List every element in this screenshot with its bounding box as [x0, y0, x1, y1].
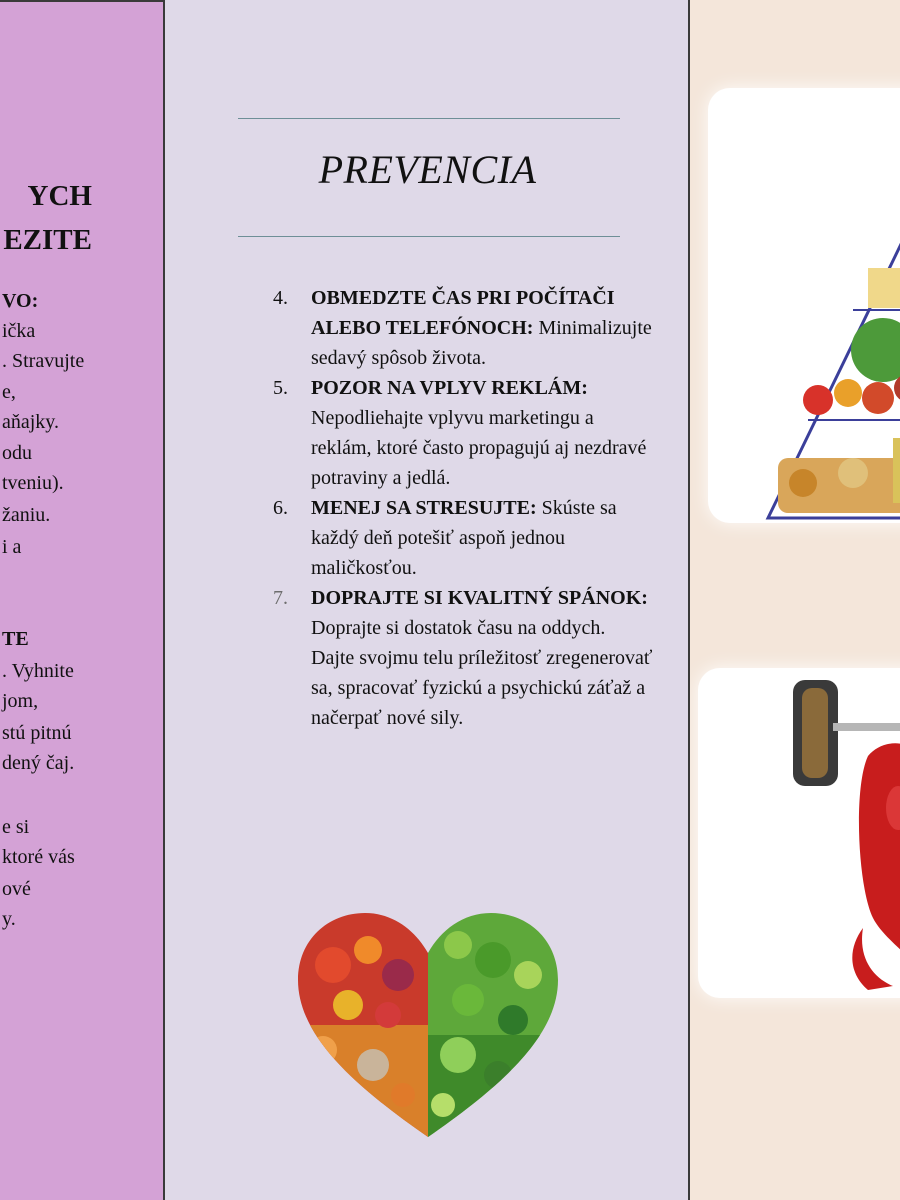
- left-text-line: y.: [2, 908, 16, 930]
- list-item: [273, 493, 653, 583]
- list-item-heading: OBMEDZTE ČAS PRI POČÍTAČI ALEBO TELEFÓNOCH:: [311, 287, 615, 339]
- left-text-line: tveniu).: [2, 472, 64, 494]
- list-item-heading: POZOR NA VPLYV REKLÁM:: [311, 377, 588, 399]
- left-text-line: TE: [2, 628, 29, 650]
- left-text-line: e,: [2, 381, 16, 403]
- left-heading-line-2: EZITE: [3, 224, 92, 256]
- title-rule-top: [238, 118, 620, 119]
- right-panel: [690, 0, 900, 1200]
- heart-barbell-image: [698, 668, 900, 998]
- left-text-line: . Vyhnite: [2, 660, 74, 682]
- left-text-line: . Stravujte: [2, 350, 85, 372]
- left-text-line: dený čaj.: [2, 752, 75, 774]
- left-text-line: aňajky.: [2, 411, 60, 433]
- list-item: [273, 283, 653, 373]
- left-text-line: jom,: [2, 690, 39, 712]
- list-item-text: Skúste sa každý deň potešiť aspoň jednou maličkosťou.: [311, 497, 617, 579]
- left-text-line: ktoré vás: [2, 846, 75, 868]
- list-item-text: Doprajte si dostatok času na oddych. Dajte svojmu telu príležitosť zregenerovať sa, spracovať fyzickú a psychickú záťaž a načerpať nové sily.: [311, 617, 653, 729]
- prevention-panel: [165, 0, 690, 1200]
- list-item-number: 5.: [273, 377, 288, 399]
- list-item-number: 6.: [273, 497, 288, 519]
- left-text-line: odu: [2, 442, 32, 464]
- heart-barbell-card: [698, 668, 900, 998]
- list-item-number: 7.: [273, 587, 288, 609]
- list-item: [273, 373, 653, 493]
- left-text-line: i a: [2, 536, 22, 558]
- left-panel: [0, 0, 165, 1200]
- left-text-line: stú pitnú: [2, 722, 72, 744]
- list-item-heading: DOPRAJTE SI KVALITNÝ SPÁNOK:: [311, 587, 648, 609]
- food-pyramid-card: [708, 88, 900, 523]
- list-item-text: Nepodliehajte vplyvu marketingu a reklám, ktoré často propagujú aj nezdravé potraviny a jedlá.: [311, 407, 647, 489]
- title-rule-bottom: [238, 236, 620, 237]
- list-item-heading: MENEJ SA STRESUJTE:: [311, 497, 537, 519]
- list-item: [273, 583, 653, 733]
- left-text-line: e si: [2, 816, 30, 838]
- left-heading-line-1: YCH: [27, 180, 92, 212]
- left-text-line: žaniu.: [2, 504, 51, 526]
- left-text-line: ička: [2, 320, 36, 342]
- left-text-line: VO:: [2, 290, 39, 312]
- left-text-line: ové: [2, 878, 31, 900]
- list-item-number: 4.: [273, 287, 288, 309]
- list-item-text: Minimalizujte sedavý spôsob života.: [311, 317, 652, 369]
- food-pyramid-image: [708, 88, 900, 523]
- prevention-list: [273, 283, 653, 733]
- page-title: PREVENCIA: [318, 147, 537, 192]
- heart-vegetables-image: [293, 905, 563, 1145]
